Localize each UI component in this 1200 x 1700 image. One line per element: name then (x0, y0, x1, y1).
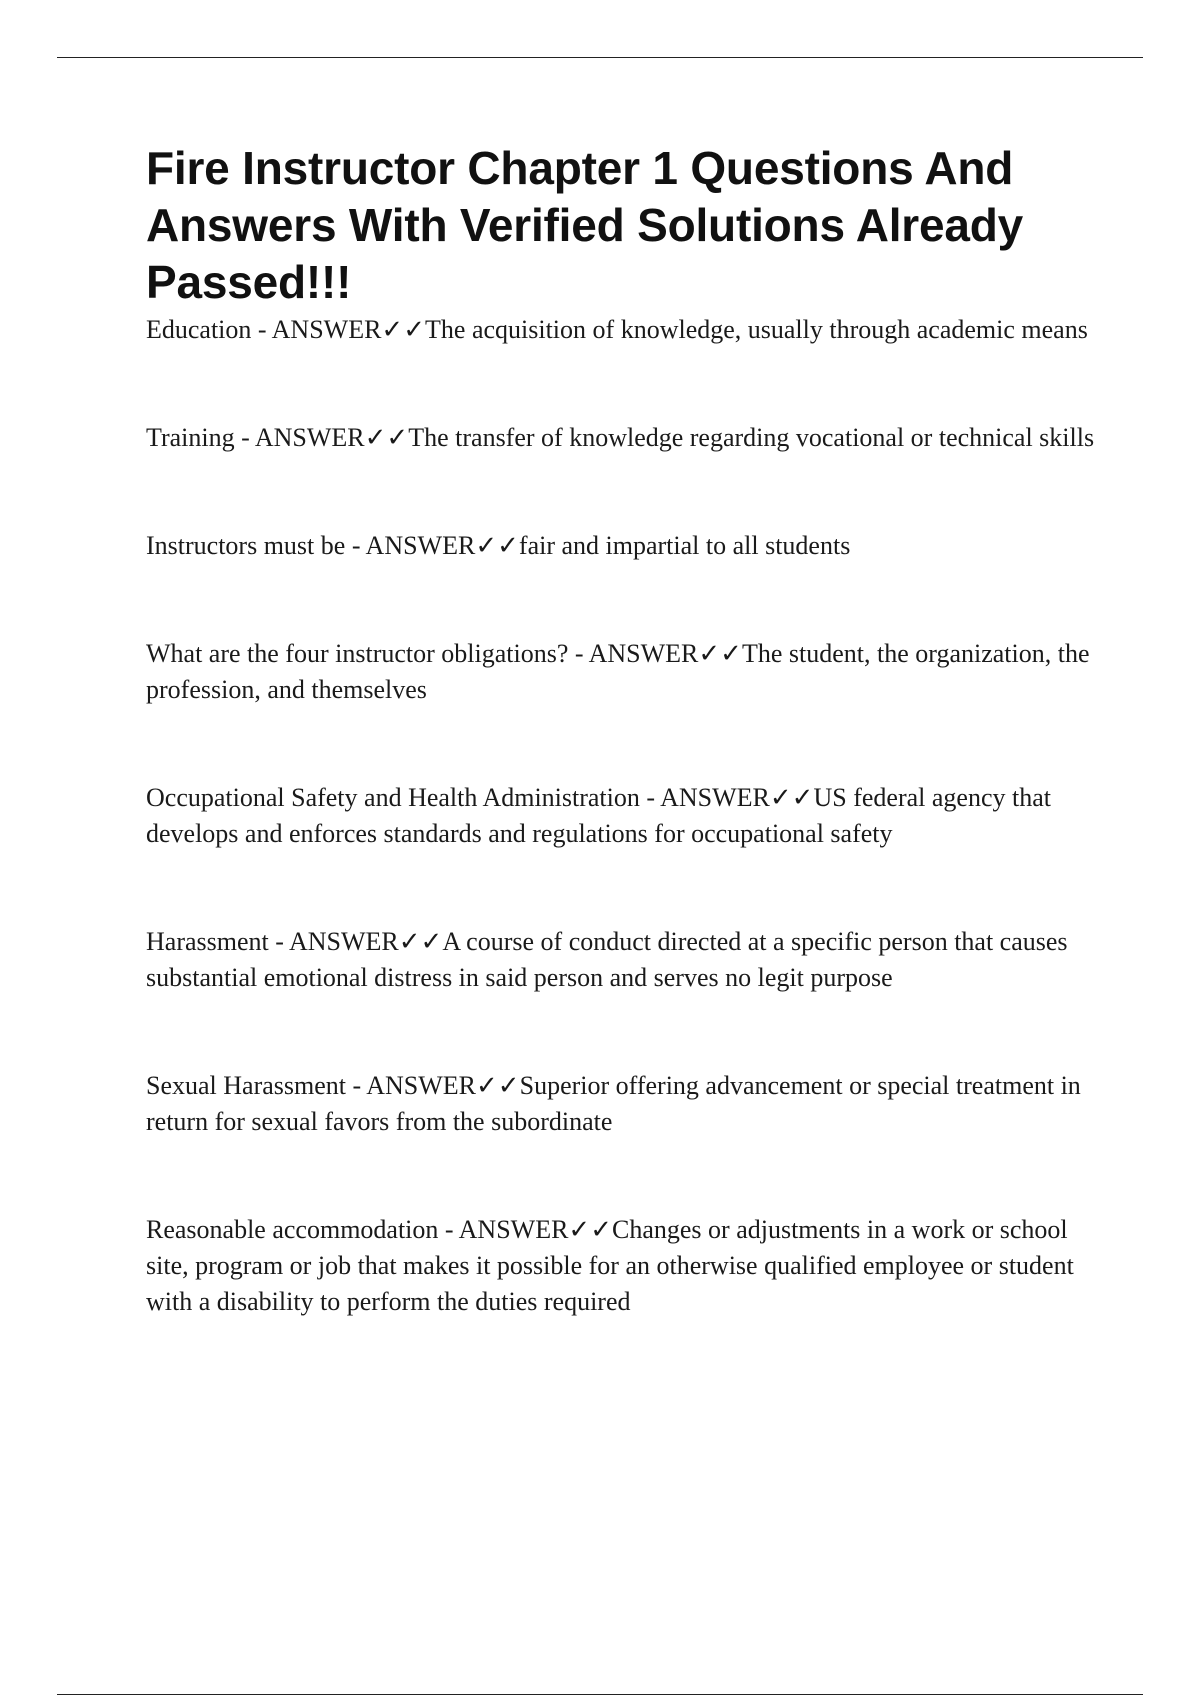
qa-item-education (146, 312, 1096, 348)
bottom-rule (57, 1694, 1143, 1695)
qa-separator: - (568, 639, 589, 668)
qa-item-harassment (146, 924, 1096, 996)
answer-marker: ANSWER✓✓ (254, 423, 409, 452)
qa-answer: fair and impartial to all students (518, 531, 851, 560)
qa-answer: The acquisition of knowledge, usually through academic means (425, 315, 1088, 344)
qa-list (146, 312, 1096, 1320)
qa-separator: - (234, 423, 255, 452)
qa-separator: - (251, 315, 272, 344)
qa-item-instructor-obligations (146, 636, 1096, 708)
qa-answer: A course of conduct directed at a specific person that causes substantial emotional distress in said person and serves no legit purpose (146, 927, 1068, 992)
qa-separator: - (345, 531, 366, 560)
qa-answer: US federal agency that develops and enforces standards and regulations for occupational safety (146, 783, 1051, 848)
qa-answer: Superior offering advancement or special treatment in return for sexual favors from the subordinate (146, 1071, 1081, 1136)
qa-separator: - (268, 927, 289, 956)
document-content (146, 140, 1096, 1320)
qa-separator: - (346, 1071, 367, 1100)
qa-item-sexual-harassment (146, 1068, 1096, 1140)
qa-separator: - (639, 783, 661, 812)
qa-term: Harassment (146, 927, 269, 956)
qa-term: Reasonable accommodation (146, 1215, 439, 1244)
qa-item-training (146, 420, 1096, 456)
answer-marker: ANSWER✓✓ (271, 315, 426, 344)
answer-marker: ANSWER✓✓ (458, 1215, 612, 1244)
answer-marker: ANSWER✓✓ (588, 639, 742, 668)
qa-term: Sexual Harassment (146, 1071, 347, 1100)
answer-marker: ANSWER✓✓ (660, 783, 814, 812)
qa-answer: Changes or adjustments in a work or school site, program or job that makes it possible for an otherwise qualified employee or student with a disability to perform the duties required (146, 1215, 1074, 1316)
qa-item-instructors-must-be (146, 528, 1096, 564)
qa-term: Education (146, 315, 252, 344)
answer-marker: ANSWER✓✓ (288, 927, 443, 956)
qa-term: Instructors must be (146, 531, 346, 560)
qa-answer: The transfer of knowledge regarding vocational or technical skills (408, 423, 1095, 452)
qa-item-reasonable-accommodation (146, 1212, 1096, 1320)
qa-separator: - (438, 1215, 459, 1244)
answer-marker: ANSWER✓✓ (366, 1071, 520, 1100)
qa-item-osha (146, 780, 1096, 852)
qa-term: Training (146, 423, 235, 452)
qa-term: Occupational Safety and Health Administration (146, 783, 640, 812)
top-rule (57, 57, 1143, 58)
answer-marker: ANSWER✓✓ (365, 531, 519, 560)
qa-term: What are the four instructor obligations? (146, 639, 569, 668)
qa-answer: The student, the organization, the profession, and themselves (146, 639, 1090, 704)
document-title: Fire Instructor Chapter 1 Questions And Answers With Verified Solutions Already Passed!!! (146, 142, 1024, 308)
